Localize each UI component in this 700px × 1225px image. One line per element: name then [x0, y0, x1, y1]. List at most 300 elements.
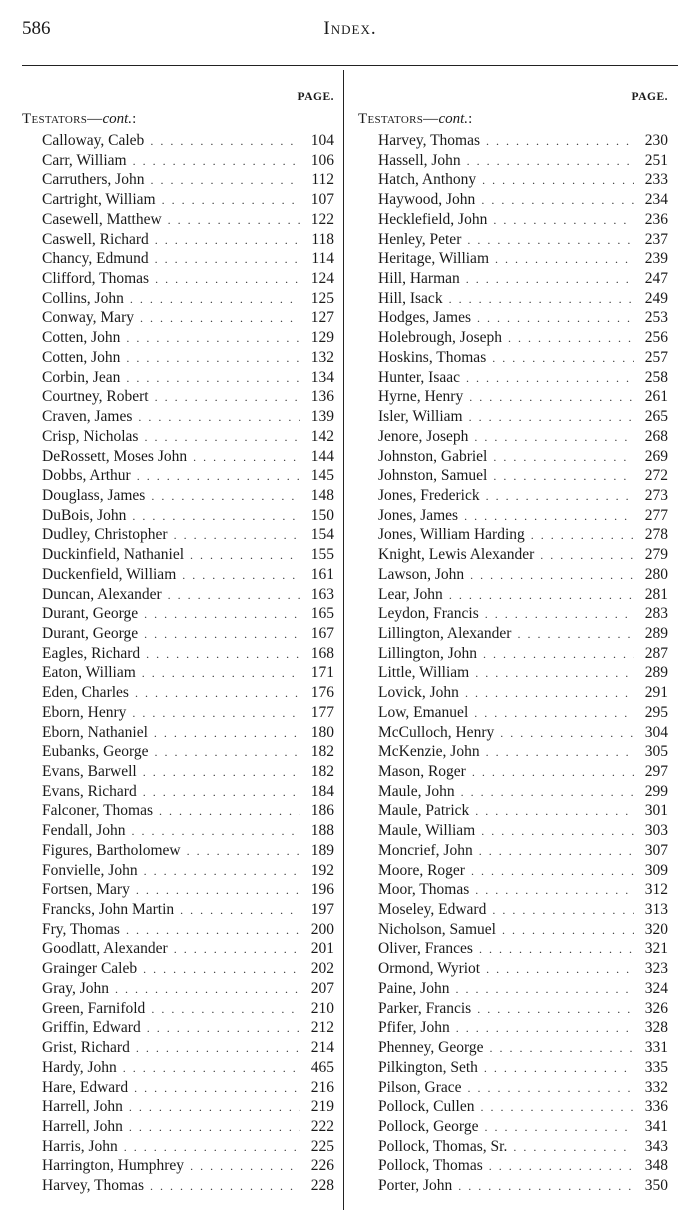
dot-leader — [142, 664, 300, 684]
entry-page-number: 281 — [644, 585, 668, 603]
dot-leader — [168, 586, 300, 606]
dot-leader — [155, 270, 300, 290]
entry-page-number: 326 — [644, 999, 668, 1017]
entry-page-number: 465 — [310, 1058, 334, 1076]
entry-page-number: 207 — [310, 979, 334, 997]
entry-name: Crisp, Nicholas — [42, 427, 139, 445]
dot-leader — [493, 448, 634, 468]
index-entry — [358, 308, 668, 328]
entry-name: Paine, John — [378, 979, 450, 997]
entry-name: Moore, Roger — [378, 861, 465, 879]
entry-name: Low, Emanuel — [378, 703, 469, 721]
index-entry — [22, 190, 334, 210]
entry-name: Goodlatt, Alexander — [42, 940, 168, 958]
index-entry — [358, 683, 668, 703]
entry-name: Dudley, Christopher — [42, 526, 168, 544]
entry-page-number: 154 — [310, 526, 334, 544]
entry-page-number: 269 — [644, 447, 668, 465]
index-entry — [358, 249, 668, 269]
entry-name: Lovick, John — [378, 684, 459, 702]
section-cont: cont. — [438, 111, 469, 127]
entry-page-number: 139 — [310, 408, 334, 426]
dot-leader — [482, 171, 634, 191]
dot-leader — [464, 507, 634, 527]
entry-page-number: 279 — [644, 546, 668, 564]
index-entry — [22, 801, 334, 821]
entry-name: Pollock, Thomas — [378, 1157, 483, 1175]
entry-name: Eaton, William — [42, 664, 136, 682]
index-entry — [358, 269, 668, 289]
entry-name: Nicholson, Samuel — [378, 920, 496, 938]
entry-name: Francks, John Martin — [42, 901, 175, 919]
dot-leader — [144, 862, 300, 882]
index-entry — [358, 486, 668, 506]
index-entry — [22, 1078, 334, 1098]
dot-leader — [455, 980, 634, 1000]
entry-page-number: 112 — [311, 171, 334, 189]
dot-leader — [129, 1098, 300, 1118]
entry-page-number: 142 — [310, 427, 334, 445]
entry-page-number: 180 — [310, 723, 334, 741]
index-entry — [22, 604, 334, 624]
entry-page-number: 291 — [644, 684, 668, 702]
index-entry — [358, 1097, 668, 1117]
index-entry — [358, 920, 668, 940]
entry-page-number: 304 — [644, 723, 668, 741]
dot-leader — [467, 152, 634, 172]
dot-leader — [130, 290, 300, 310]
entry-name: Pfifer, John — [378, 1019, 450, 1037]
entry-name: Pollock, Cullen — [378, 1098, 475, 1116]
entry-page-number: 253 — [644, 309, 668, 327]
entry-name: Leydon, Francis — [378, 605, 479, 623]
entry-name: Eden, Charles — [42, 684, 129, 702]
entry-name: Hill, Isack — [378, 289, 443, 307]
entry-name: Hodges, James — [378, 309, 471, 327]
entry-page-number: 247 — [644, 270, 668, 288]
entry-page-number: 287 — [644, 644, 668, 662]
dot-leader — [493, 467, 634, 487]
index-entry — [358, 506, 668, 526]
dot-leader — [489, 1039, 634, 1059]
entry-page-number: 127 — [310, 309, 334, 327]
entry-page-number: 136 — [310, 388, 334, 406]
entry-name: Moseley, Edward — [378, 901, 487, 919]
entry-page-number: 134 — [310, 368, 334, 386]
entry-name: Lawson, John — [378, 565, 465, 583]
entry-page-number: 343 — [644, 1137, 668, 1155]
dot-leader — [136, 881, 300, 901]
entry-name: Duncan, Alexander — [42, 585, 162, 603]
entry-page-number: 222 — [310, 1117, 334, 1135]
entry-page-number: 323 — [644, 960, 668, 978]
entry-name: Gray, John — [42, 979, 110, 997]
entry-page-number: 168 — [310, 644, 334, 662]
dot-leader — [138, 408, 300, 428]
dot-leader — [475, 664, 634, 684]
index-entry — [22, 269, 334, 289]
dot-leader — [500, 724, 634, 744]
entry-name: Calloway, Caleb — [42, 132, 145, 149]
dot-leader — [468, 1079, 634, 1099]
index-entry — [358, 624, 668, 644]
entry-page-number: 341 — [644, 1117, 668, 1135]
index-entry — [358, 565, 668, 585]
entry-page-number: 182 — [310, 743, 334, 761]
entry-name: Harvey, Thomas — [378, 132, 481, 149]
dot-leader — [531, 526, 634, 546]
index-entry — [358, 999, 668, 1019]
entry-page-number: 132 — [310, 348, 334, 366]
index-entry — [358, 387, 668, 407]
entry-name: Casewell, Matthew — [42, 210, 162, 228]
dot-leader — [124, 1138, 300, 1158]
dot-leader — [513, 1138, 634, 1158]
entry-page-number: 184 — [310, 782, 334, 800]
entry-name: Moor, Thomas — [378, 881, 470, 899]
index-entry — [358, 1058, 668, 1078]
index-entry — [22, 1176, 334, 1196]
index-entry — [358, 407, 668, 427]
entry-name: Conway, Mary — [42, 309, 134, 327]
index-entry — [358, 348, 668, 368]
index-entry — [358, 762, 668, 782]
index-entry — [358, 604, 668, 624]
entry-page-number: 129 — [310, 329, 334, 347]
entry-name: Lillington, Alexander — [378, 624, 512, 642]
index-entry — [22, 447, 334, 467]
entry-name: Green, Farnifold — [42, 999, 146, 1017]
entry-page-number: 214 — [310, 1039, 334, 1057]
entry-page-number: 239 — [644, 250, 668, 268]
dot-leader — [481, 191, 634, 211]
index-entry — [22, 348, 334, 368]
dot-leader — [126, 369, 300, 389]
entry-name: Lillington, John — [378, 644, 478, 662]
index-entry — [22, 427, 334, 447]
entry-page-number: 171 — [310, 664, 334, 682]
entry-name: Knight, Lewis Alexander — [378, 546, 535, 564]
index-entry — [22, 545, 334, 565]
entry-page-number: 307 — [644, 841, 668, 859]
entry-page-number: 225 — [310, 1137, 334, 1155]
entry-name: Durant, George — [42, 605, 139, 623]
index-entry — [22, 525, 334, 545]
dot-leader — [132, 822, 300, 842]
entry-name: Johnston, Gabriel — [378, 447, 488, 465]
entry-name: Chancy, Edmund — [42, 250, 149, 268]
entry-name: Eborn, Nathaniel — [42, 723, 148, 741]
entry-name: Pilson, Grace — [378, 1078, 462, 1096]
dot-leader — [474, 704, 634, 724]
entry-page-number: 283 — [644, 605, 668, 623]
dot-leader — [155, 250, 300, 270]
entry-page-number: 230 — [644, 132, 668, 149]
entry-page-number: 280 — [644, 565, 668, 583]
index-entry — [358, 427, 668, 447]
dot-leader — [150, 1177, 300, 1197]
dot-leader — [132, 507, 300, 527]
entry-page-number: 305 — [644, 743, 668, 761]
entry-page-number: 188 — [310, 822, 334, 840]
dot-leader — [144, 605, 300, 625]
entry-name: Evans, Richard — [42, 782, 137, 800]
page-number: 586 — [22, 18, 51, 39]
dot-leader — [486, 132, 634, 152]
dot-leader — [474, 428, 634, 448]
dot-leader — [132, 704, 300, 724]
entry-name: Hoskins, Thomas — [378, 348, 487, 366]
entry-page-number: 272 — [644, 467, 668, 485]
index-entry — [358, 821, 668, 841]
index-entry — [358, 525, 668, 545]
index-entry — [22, 880, 334, 900]
entry-name: Lear, John — [378, 585, 443, 603]
entry-name: Hyrne, Henry — [378, 388, 464, 406]
entry-page-number: 295 — [644, 703, 668, 721]
entry-name: Fry, Thomas — [42, 920, 120, 938]
dot-leader — [484, 1059, 634, 1079]
entry-name: Griffin, Edward — [42, 1019, 141, 1037]
page-column-heading: PAGE. — [631, 91, 668, 103]
entry-page-number: 196 — [310, 881, 334, 899]
entry-page-number: 277 — [644, 506, 668, 524]
index-entry — [358, 1156, 668, 1176]
entry-page-number: 107 — [310, 191, 334, 209]
entry-page-number: 182 — [310, 763, 334, 780]
dot-leader — [486, 743, 634, 763]
index-entry — [22, 920, 334, 940]
entry-name: Porter, John — [378, 1177, 453, 1195]
page-header — [22, 18, 678, 48]
entry-page-number: 335 — [644, 1058, 668, 1076]
dot-leader — [540, 546, 634, 566]
entry-page-number: 150 — [310, 506, 334, 524]
entry-name: Oliver, Frances — [378, 940, 473, 958]
index-entry — [22, 979, 334, 999]
index-entry — [22, 959, 334, 979]
dot-leader — [466, 270, 634, 290]
index-entry — [358, 1038, 668, 1058]
section-colon: : — [468, 111, 473, 127]
entry-page-number: 200 — [310, 920, 334, 938]
entry-page-number: 297 — [644, 763, 668, 780]
entry-page-number: 125 — [310, 289, 334, 307]
entry-name: Jenore, Joseph — [378, 427, 469, 445]
dot-leader — [154, 743, 300, 763]
entry-name: Clifford, Thomas — [42, 270, 150, 288]
entry-page-number: 332 — [644, 1078, 668, 1096]
entry-page-number: 144 — [310, 447, 334, 465]
entry-page-number: 163 — [310, 585, 334, 603]
index-entry — [22, 131, 334, 151]
entry-name: Hassell, John — [378, 151, 461, 169]
index-entry — [358, 1018, 668, 1038]
dot-leader — [115, 980, 300, 1000]
dot-leader — [143, 783, 300, 803]
section-label: Testators— — [22, 111, 103, 127]
index-entry — [22, 387, 334, 407]
dot-leader — [469, 408, 634, 428]
index-entry — [22, 1137, 334, 1157]
entry-name: Fonvielle, John — [42, 861, 138, 879]
entry-name: Evans, Barwell — [42, 763, 137, 780]
dot-leader — [481, 822, 634, 842]
entry-name: Hill, Harman — [378, 270, 460, 288]
entry-name: Craven, James — [42, 408, 133, 426]
entry-page-number: 301 — [644, 802, 668, 820]
dot-leader — [517, 625, 634, 645]
index-entries — [358, 131, 668, 1196]
entry-name: Little, William — [378, 664, 470, 682]
entry-page-number: 328 — [644, 1019, 668, 1037]
entry-name: Durant, George — [42, 624, 139, 642]
dot-leader — [155, 231, 300, 251]
entry-name: Holebrough, Joseph — [378, 329, 502, 347]
entry-name: Grist, Richard — [42, 1039, 130, 1057]
dot-leader — [449, 290, 634, 310]
index-entry — [22, 585, 334, 605]
entry-name: Jones, James — [378, 506, 459, 524]
index-entry — [22, 466, 334, 486]
dot-leader — [174, 526, 300, 546]
index-entry — [22, 939, 334, 959]
index-entry — [358, 841, 668, 861]
entry-name: Maule, William — [378, 822, 476, 840]
entry-page-number: 176 — [310, 684, 334, 702]
index-entry — [358, 723, 668, 743]
dot-leader — [508, 329, 634, 349]
entry-name: DuBois, John — [42, 506, 127, 524]
index-entry — [358, 861, 668, 881]
index-entry — [358, 1137, 668, 1157]
entry-name: Parker, Francis — [378, 999, 472, 1017]
entry-page-number: 189 — [310, 841, 334, 859]
index-entry — [22, 1058, 334, 1078]
entry-name: Hare, Edward — [42, 1078, 129, 1096]
index-entry — [22, 1018, 334, 1038]
entry-page-number: 331 — [644, 1039, 668, 1057]
entry-page-number: 257 — [644, 348, 668, 366]
entry-page-number: 155 — [310, 546, 334, 564]
index-entry — [358, 289, 668, 309]
entry-page-number: 202 — [310, 960, 334, 978]
dot-leader — [144, 428, 300, 448]
index-entry — [22, 210, 334, 230]
dot-leader — [465, 684, 634, 704]
dot-leader — [477, 1000, 634, 1020]
entry-page-number: 234 — [644, 191, 668, 209]
entry-name: Harrell, John — [42, 1098, 123, 1116]
index-entry — [358, 742, 668, 762]
index-entry — [358, 151, 668, 171]
entry-page-number: 268 — [644, 427, 668, 445]
index-entry — [22, 663, 334, 683]
index-entry — [358, 979, 668, 999]
entry-name: Henley, Peter — [378, 230, 462, 248]
entry-name: Carr, William — [42, 151, 127, 169]
dot-leader — [123, 1059, 300, 1079]
entry-page-number: 210 — [310, 999, 334, 1017]
dot-leader — [467, 231, 634, 251]
entry-page-number: 114 — [311, 250, 334, 268]
dot-leader — [502, 921, 634, 941]
entry-page-number: 289 — [644, 624, 668, 642]
index-entry — [358, 703, 668, 723]
dot-leader — [493, 211, 634, 231]
section-heading — [358, 111, 472, 128]
entry-name: Isler, William — [378, 408, 463, 426]
index-entry — [22, 1117, 334, 1137]
entry-page-number: 348 — [644, 1157, 668, 1175]
dot-leader — [154, 724, 300, 744]
index-entry — [22, 703, 334, 723]
dot-leader — [143, 763, 300, 783]
entry-page-number: 251 — [644, 151, 668, 169]
entry-name: Pollock, Thomas, Sr. — [378, 1137, 508, 1155]
entry-name: Eagles, Richard — [42, 644, 141, 662]
entry-page-number: 118 — [311, 230, 334, 248]
dot-leader — [458, 1177, 634, 1197]
index-entry — [22, 999, 334, 1019]
entry-page-number: 228 — [310, 1177, 334, 1195]
dot-leader — [472, 763, 634, 783]
dot-leader — [140, 309, 300, 329]
entry-name: Fortsen, Mary — [42, 881, 130, 899]
entry-name: Heritage, William — [378, 250, 489, 268]
entry-page-number: 192 — [310, 861, 334, 879]
dot-leader — [143, 960, 300, 980]
entry-page-number: 104 — [310, 132, 334, 149]
entry-name: Jones, William Harding — [378, 526, 525, 544]
entry-name: Pilkington, Seth — [378, 1058, 478, 1076]
dot-leader — [495, 250, 634, 270]
entry-name: Courtney, Robert — [42, 388, 149, 406]
entry-page-number: 289 — [644, 664, 668, 682]
index-entry — [358, 900, 668, 920]
index-entry — [358, 190, 668, 210]
dot-leader — [187, 842, 300, 862]
entry-name: Falconer, Thomas — [42, 802, 154, 820]
dot-leader — [483, 645, 634, 665]
dot-leader — [150, 132, 300, 152]
entry-name: Fendall, John — [42, 822, 126, 840]
dot-leader — [151, 1000, 300, 1020]
index-entry — [358, 644, 668, 664]
entry-name: Duckenfield, William — [42, 565, 177, 583]
index-entry — [22, 821, 334, 841]
entry-name: Mason, Roger — [378, 763, 466, 780]
entry-page-number: 236 — [644, 210, 668, 228]
entry-page-number: 303 — [644, 822, 668, 840]
index-entry — [358, 782, 668, 802]
entry-name: Caswell, Richard — [42, 230, 149, 248]
entry-name: Cotten, John — [42, 348, 121, 366]
index-entry — [22, 624, 334, 644]
dot-leader — [137, 467, 300, 487]
dot-leader — [492, 349, 634, 369]
dot-leader — [136, 1039, 300, 1059]
dot-leader — [180, 901, 300, 921]
running-title: Index. — [323, 18, 377, 39]
entry-name: Collins, John — [42, 289, 124, 307]
entry-name: Cotten, John — [42, 329, 121, 347]
entry-page-number: 212 — [310, 1019, 334, 1037]
column-divider — [343, 70, 344, 1210]
index-entry — [22, 230, 334, 250]
entry-page-number: 219 — [310, 1098, 334, 1116]
dot-leader — [486, 487, 634, 507]
